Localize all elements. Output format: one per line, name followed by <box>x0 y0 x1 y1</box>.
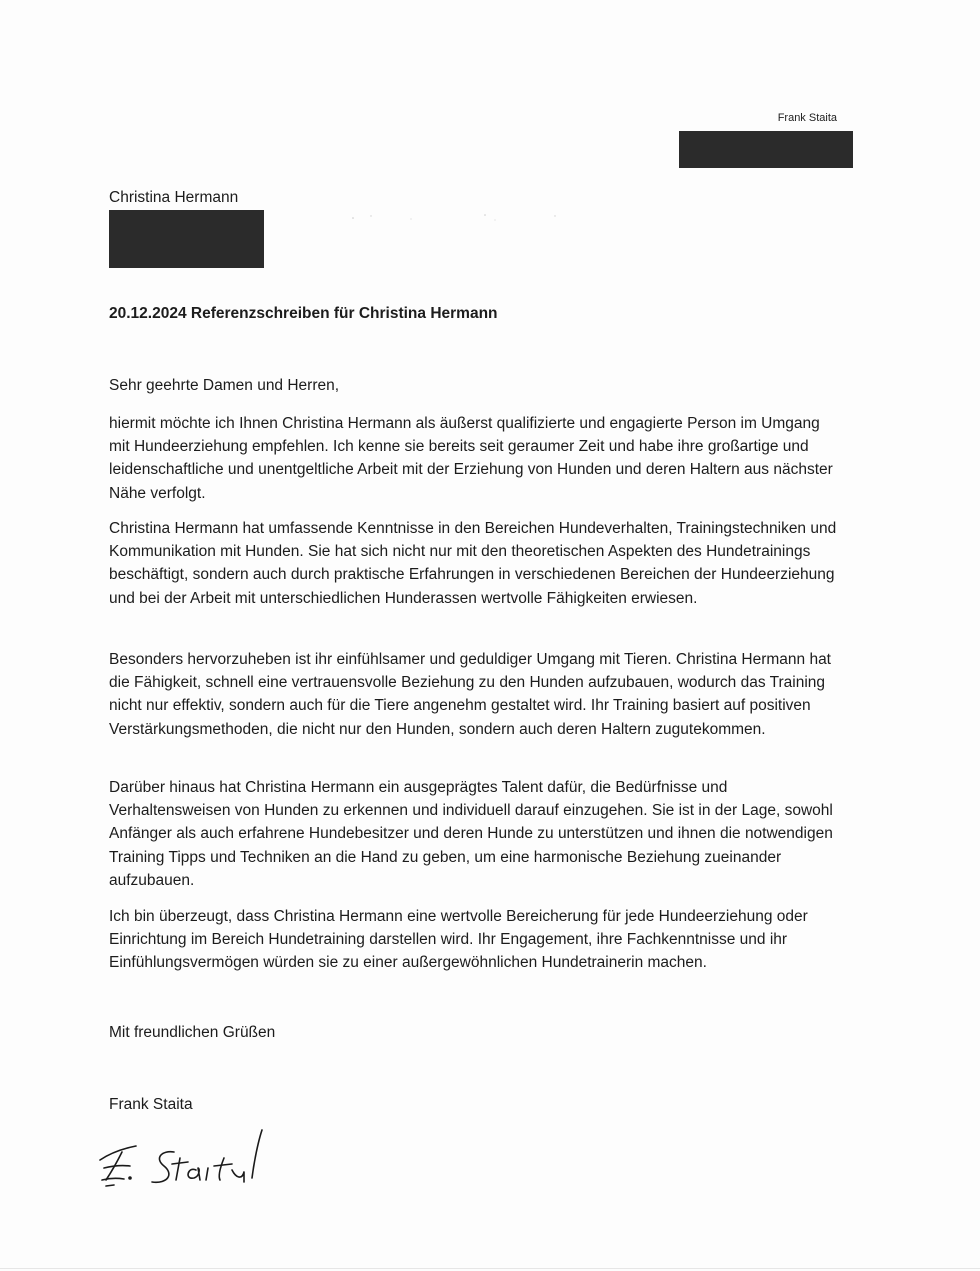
handwritten-signature <box>92 1122 282 1202</box>
subject-line: 20.12.2024 Referenzschreiben für Christina Hermann <box>109 305 498 322</box>
sender-name: Frank Staita <box>777 112 837 124</box>
recipient-name: Christina Hermann <box>109 189 239 206</box>
paragraph-5: Ich bin überzeugt, dass Christina Hermann eine wertvolle Bereicherung für jede Hundeerziehung oder Einrichtung im Bereich Hundetraining darstellen wird. Ihr Engagement, ihre Fachkenntnisse und ihr Einfühlungsvermögen würden sie zu einer außergewöhnlichen Hundetrainerin machen. <box>109 908 808 972</box>
paragraph-3: Besonders hervorzuheben ist ihr einfühlsamer und geduldiger Umgang mit Tieren. Christina Hermann hat die Fähigkeit, schnell eine vertrauensvolle Beziehung zu den Hunden aufzubauen, wodurch das Training nicht nur effektiv, sondern auch für die Tiere angenehm gestaltet wird. Ihr Training basiert auf positiven Verstärkungsmethoden, die nicht nur den Hunden, sondern auch deren Haltern zugutekommen. <box>109 651 831 738</box>
signer-name: Frank Staita <box>109 1096 193 1113</box>
scan-specks <box>345 210 575 224</box>
redacted-recipient-address <box>109 210 264 268</box>
paragraph-2: Christina Hermann hat umfassende Kenntnisse in den Bereichen Hundeverhalten, Trainingstechniken und Kommunikation mit Hunden. Sie hat sich nicht nur mit den theoretischen Aspekten des Hundetrainings beschäftigt, sondern auch durch praktische Erfahrungen in verschiedenen Bereichen der Hundeerziehung und bei der Arbeit mit unterschiedlichen Hunderassen wertvolle Fähigkeiten erwiesen. <box>109 520 837 607</box>
paragraph-1: hiermit möchte ich Ihnen Christina Hermann als äußerst qualifizierte und engagierte Person im Umgang mit Hundeerziehung empfehlen. Ich kenne sie bereits seit geraumer Zeit und habe ihre großartige und leidenschaftliche und unentgeltliche Arbeit mit der Erziehung von Hunden und deren Haltern aus nächster Nähe verfolgt. <box>109 415 833 502</box>
paragraph-4: Darüber hinaus hat Christina Hermann ein ausgeprägtes Talent dafür, die Bedürfnisse und Verhaltensweisen von Hunden zu erkennen und individuell darauf einzugehen. Sie ist in der Lage, sowohl Anfänger als auch erfahrene Hundebesitzer und deren Hunde zu unterstützen und ihnen die notwendigen Training Tipps und Techniken an die Hand zu geben, um eine harmonische Beziehung zueinander aufzubauen. <box>109 779 833 889</box>
closing-phrase: Mit freundlichen Grüßen <box>109 1024 276 1041</box>
scan-edge-line <box>0 1268 980 1269</box>
redacted-sender-address <box>679 131 853 168</box>
salutation: Sehr geehrte Damen und Herren, <box>109 377 340 394</box>
